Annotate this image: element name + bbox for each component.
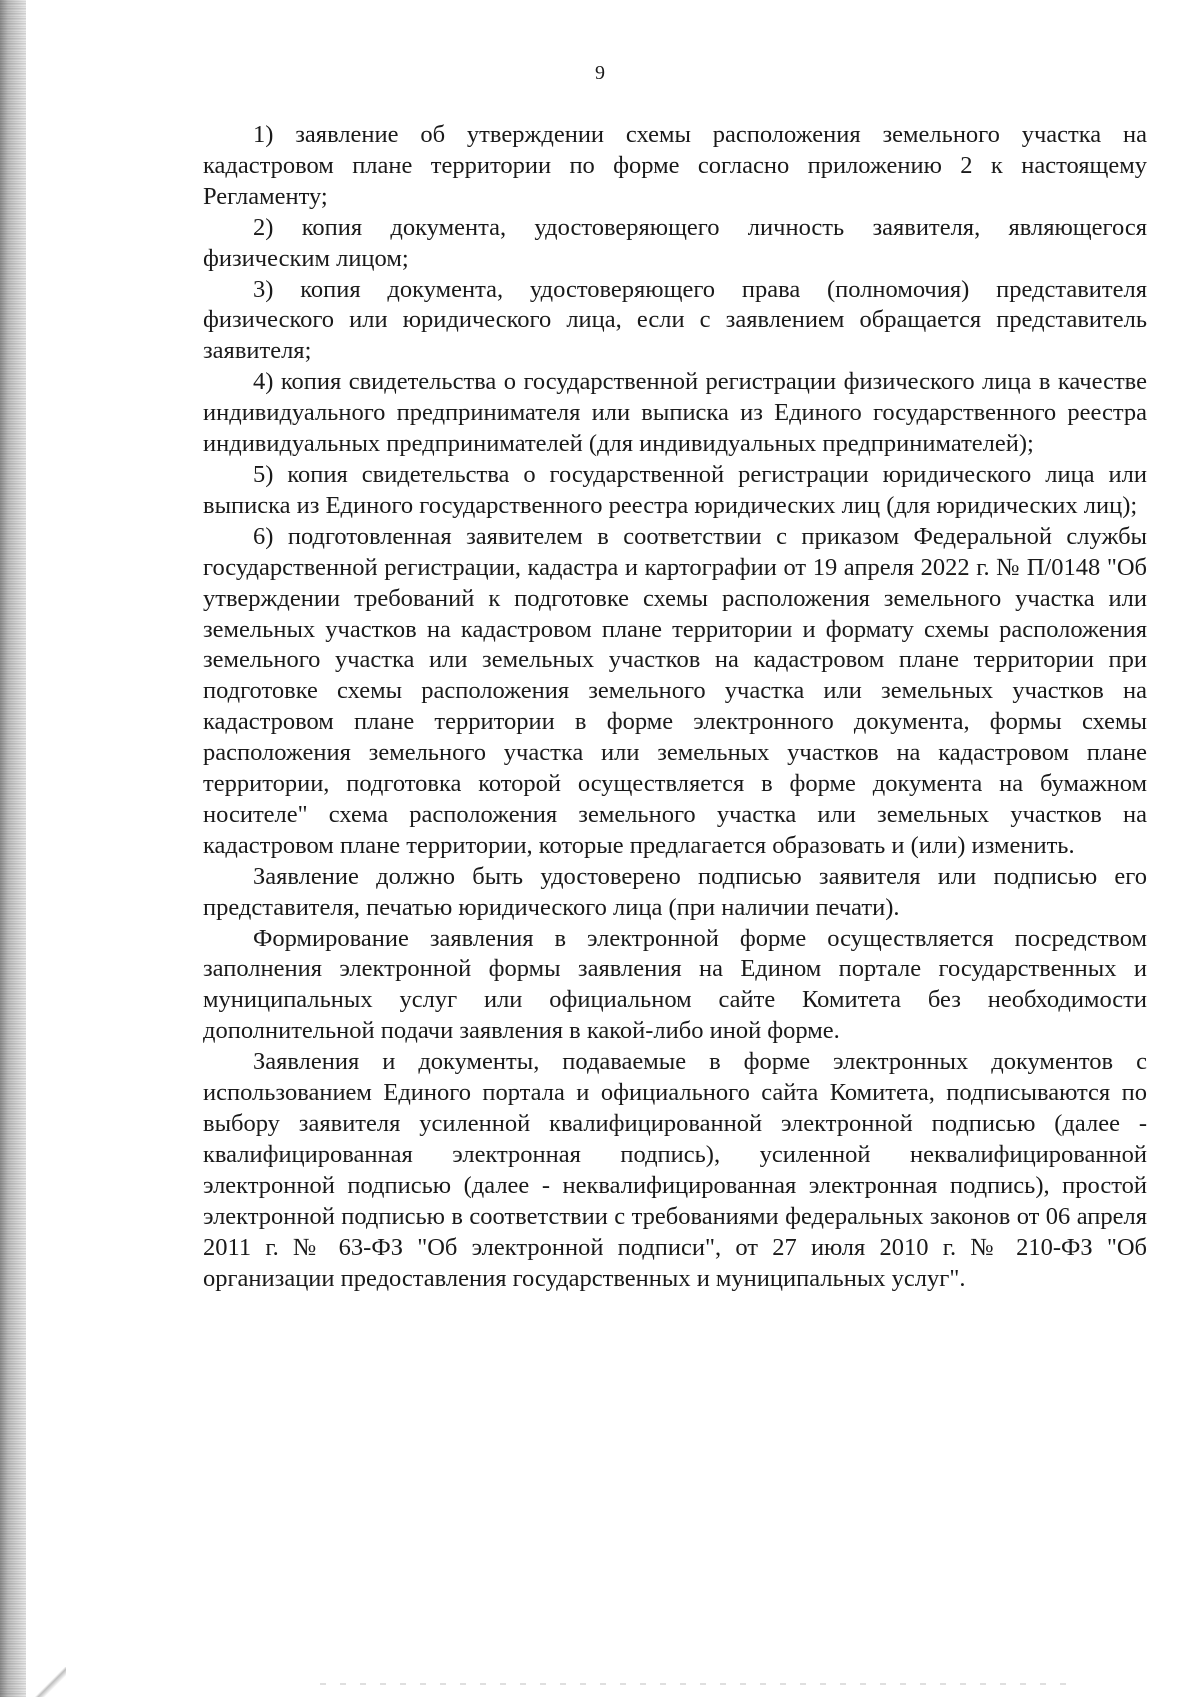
list-item-land-plot-scheme: 6) подготовленная заявителем в соответствии с приказом Федеральной службы государственной регистрации, кадастра и картографии от 19 апреля 2022 г. № П/0148 "Об утверждении требований к подготовке схемы расположения земельного участка или земельных участков на кадастровом плане территории и формату схемы расположения земельного участка или земельных участков на кадастровом плане территории при подготовке схемы расположения земельного участка или земельных участков на кадастровом плане территории в форме электронного документа, формы схемы расположения земельного участка или земельных участков на кадастровом плане территории, подготовка которой осуществляется в форме документа на бумажном носителе" схема расположения земельного участка или земельных участков на кадастровом плане территории, которые предлагается образовать и (или) изменить. (203, 522, 1147, 859)
paragraph-signature-requirement: Заявление должно быть удостоверено подписью заявителя или подписью его представителя, печатью юридического лица (при наличии печати). (203, 862, 1147, 921)
scan-corner-artifact (26, 1667, 66, 1697)
list-item-identity-document: 2) копия документа, удостоверяющего личность заявителя, являющегося физическим лицом; (203, 213, 1147, 272)
scan-noise (320, 1683, 1080, 1685)
page-number: 9 (595, 62, 605, 84)
document-body (203, 120, 1147, 1294)
list-item-application: 1) заявление об утверждении схемы расположения земельного участка на кадастровом плане территории по форме согласно приложению 2 к настоящему Регламенту; (203, 121, 1147, 210)
paragraph-electronic-signature: Заявления и документы, подаваемые в форме электронных документов с использованием Единого портала и официального сайта Комитета, подписываются по выбору заявителя усиленной квалифицированной электронной подписью (далее - квалифицированная электронная подпись), усиленной неквалифицированной электронной подписью (далее - неквалифицированная электронная подпись), простой электронной подписью в соответствии с требованиями федеральных законов от 06 апреля 2011 г. № 63-ФЗ "Об электронной подписи", от 27 июля 2010 г. № 210-ФЗ "Об организации предоставления государственных и муниципальных услуг". (203, 1048, 1147, 1292)
paragraph-electronic-form: Формирование заявления в электронной форме осуществляется посредством заполнения электронной формы заявления на Едином портале государственных и муниципальных услуг или официальном сайте Комитета без необходимости дополнительной подачи заявления в какой-либо иной форме. (203, 924, 1147, 1045)
list-item-authority-document: 3) копия документа, удостоверяющего права (полномочия) представителя физического или юридического лица, если с заявлением обращается представитель заявителя; (203, 275, 1147, 365)
list-item-entrepreneur-registration: 4) копия свидетельства о государственной регистрации физического лица в качестве индивидуального предпринимателя или выписка из Единого государственного реестра индивидуальных предпринимателей (для индивидуальных предпринимателей); (203, 368, 1147, 458)
scan-edge (0, 0, 26, 1697)
list-item-legal-entity-registration: 5) копия свидетельства о государственной регистрации юридического лица или выписка из Единого государственного реестра юридических лиц (для юридических лиц); (203, 460, 1147, 519)
